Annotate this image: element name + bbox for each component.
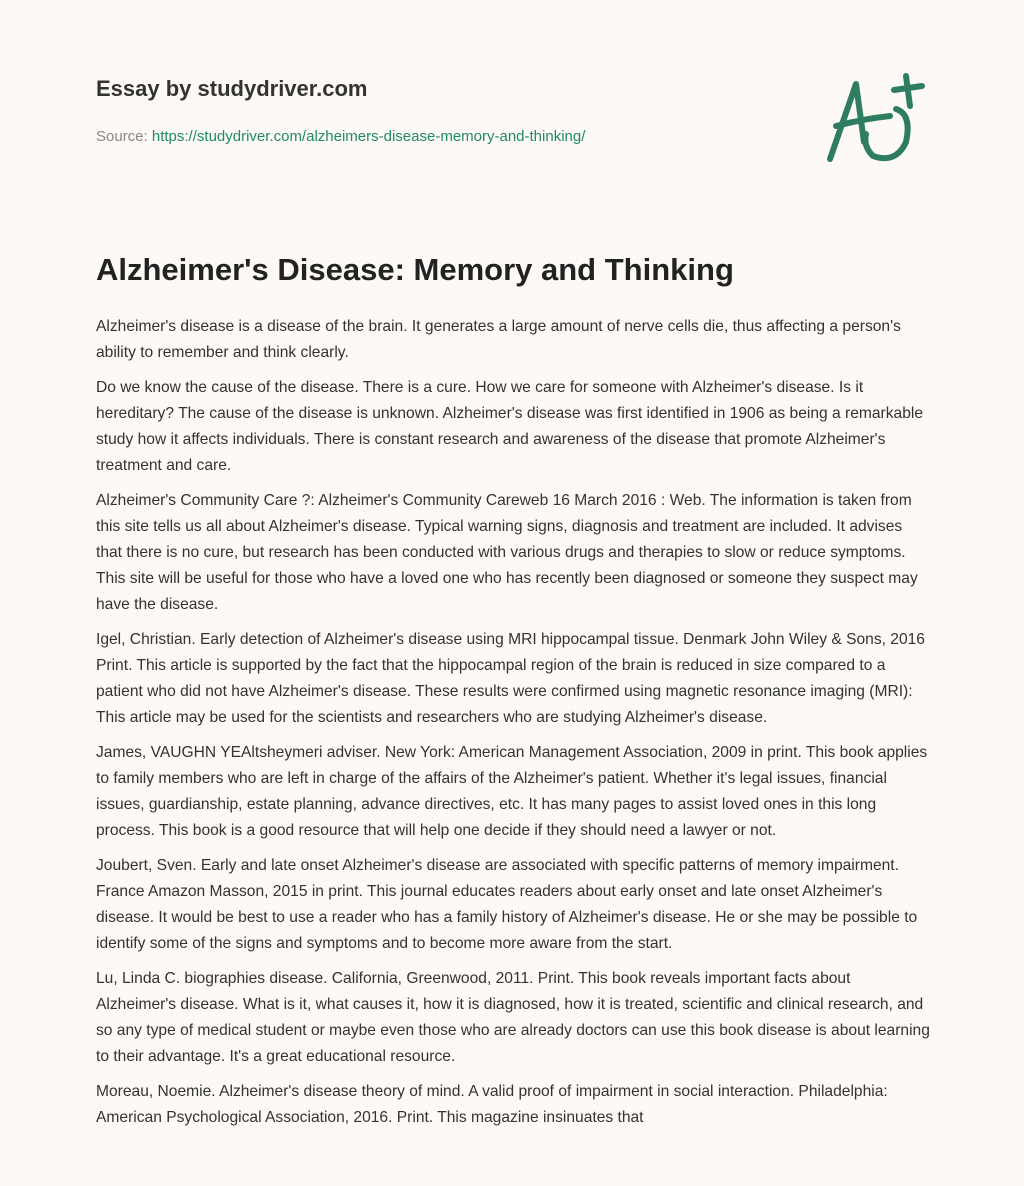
paragraph: Do we know the cause of the disease. There is a cure. How we care for someone with Alzheimer's disease. Is it hereditary? The cause of the disease is unknown. Alzheimer's disease was first identified in 1906 as being a remarkable study how it affects individuals. There is constant research and awareness of the disease that promote Alzheimer's treatment and care. [96,379,924,474]
paragraph: James, VAUGHN YEAltsheymeri adviser. New York: American Management Association, 2009 in print. This book applies to family members who are left in charge of the affairs of the Alzheimer's patient. Whether it's legal issues, financial issues, guardianship, estate planning, advance directives, etc. It has many pages to assist loved ones in this long process. This book is a good resource that will help one decide if they should need a lawyer or not. [96,744,928,839]
paragraph: Lu, Linda C. biographies disease. California, Greenwood, 2011. Print. This book reveals important facts about Alzheimer's disease. What is it, what causes it, how it is diagnosed, how it is treated, scientific and clinical research, and so any type of medical student or maybe even those who are already doctors can use this book disease is about learning to their advantage. It's a great educational resource. [96,970,930,1065]
paragraph: Alzheimer's Community Care ?: Alzheimer's Community Careweb 16 March 2016 : Web. The information is taken from this site tells us all about Alzheimer's disease. Typical warning signs, diagnosis and treatment are included. It advises that there is no cure, but research has been conducted with various drugs and therapies to slow or reduce symptoms. This site will be useful for those who have a loved one who has recently been diagnosed or someone they suspect may have the disease. [96,492,918,613]
article-title: Alzheimer's Disease: Memory and Thinking [96,252,734,287]
site-title: Essay by studydriver.com [96,76,368,101]
source-line [96,128,585,145]
paragraph: Alzheimer's disease is a disease of the brain. It generates a large amount of nerve cells die, thus affecting a person's ability to remember and think clearly. [96,318,901,361]
paragraph: Moreau, Noemie. Alzheimer's disease theory of mind. A valid proof of impairment in social interaction. Philadelphia: American Psychological Association, 2016. Print. This magazine insinuates that [96,1083,888,1126]
a-plus-logo-icon [818,64,938,174]
paragraph: Igel, Christian. Early detection of Alzheimer's disease using MRI hippocampal tissue. Denmark John Wiley & Sons, 2016 Print. This article is supported by the fact that the hippocampal region of the brain is reduced in size compared to a patient who did not have Alzheimer's disease. These results were confirmed using magnetic resonance imaging (MRI): This article may be used for the scientists and researchers who are studying Alzheimer's disease. [96,631,925,726]
source-label: Source: [96,128,148,145]
article-body [96,314,932,1140]
page-header [96,76,585,145]
paragraph: Joubert, Sven. Early and late onset Alzheimer's disease are associated with specific patterns of memory impairment. France Amazon Masson, 2015 in print. This journal educates readers about early onset and late onset Alzheimer's disease. It would be best to use a reader who has a family history of Alzheimer's disease. He or she may be possible to identify some of the signs and symptoms and to become more aware from the start. [96,857,918,952]
source-link[interactable]: https://studydriver.com/alzheimers-disease-memory-and-thinking/ [151,128,586,145]
